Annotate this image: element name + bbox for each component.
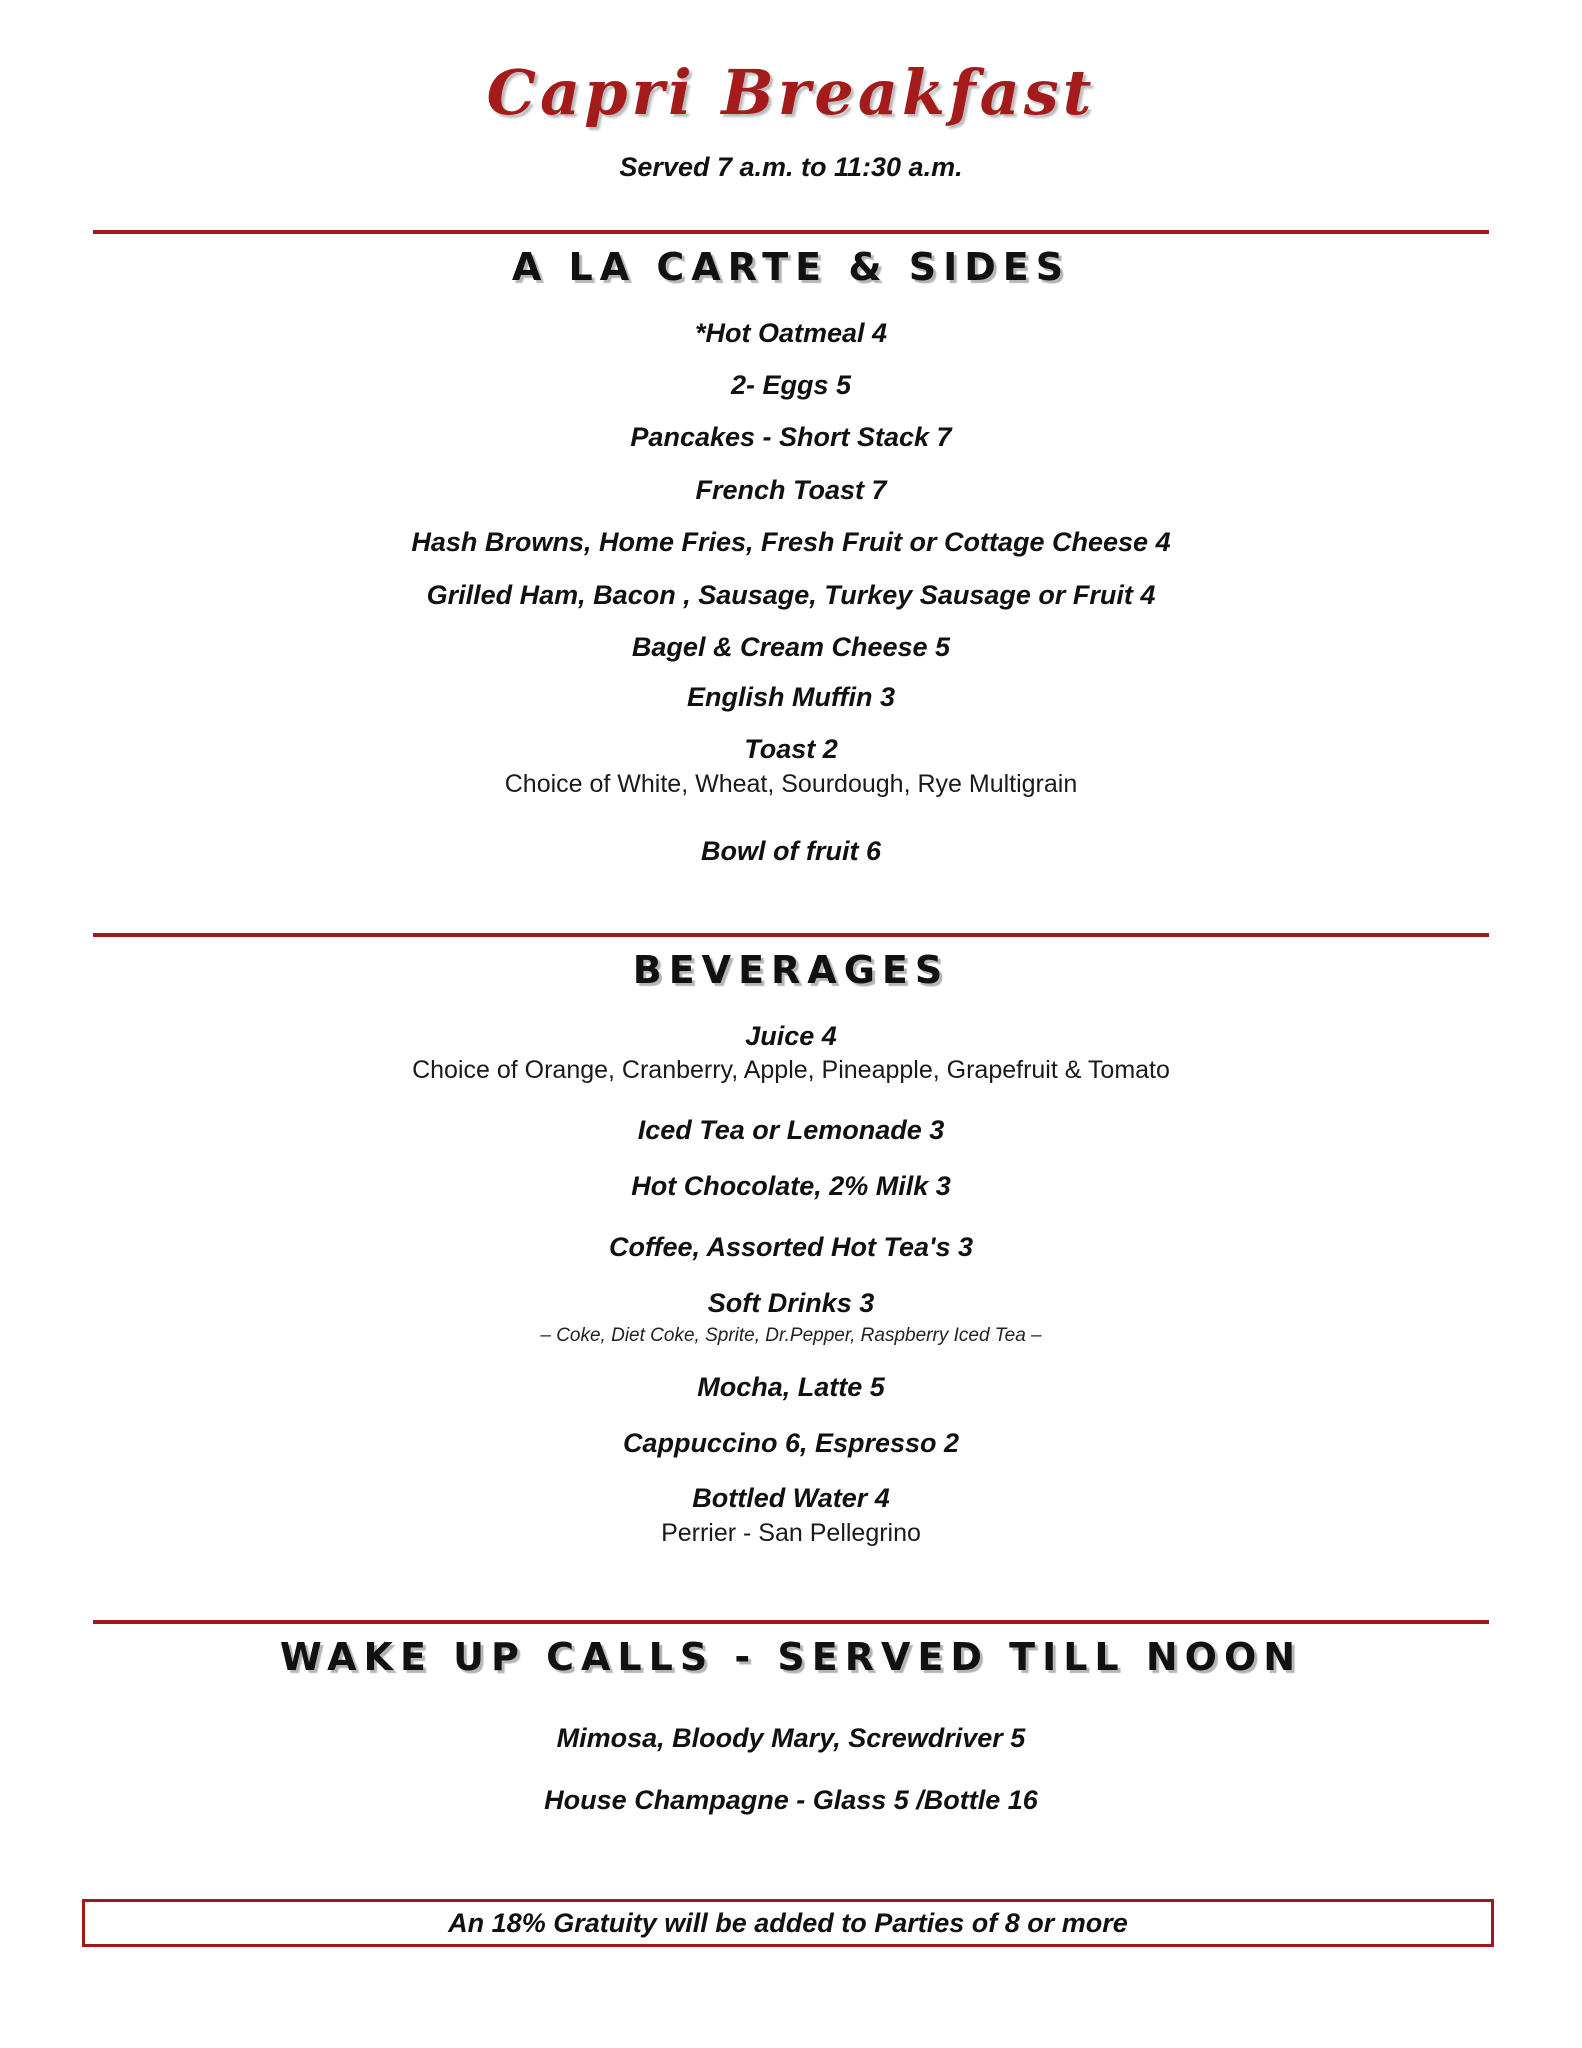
menu-item: 2- Eggs 5 bbox=[730, 370, 852, 400]
serving-hours: Served 7 a.m. to 11:30 a.m. bbox=[619, 152, 963, 182]
menu-title: Capri Breakfast bbox=[486, 56, 1096, 129]
menu-item: Cappuccino 6, Espresso 2 bbox=[622, 1428, 960, 1458]
menu-item: Hot Chocolate, 2% Milk 3 bbox=[631, 1171, 951, 1201]
menu-item: Bagel & Cream Cheese 5 bbox=[631, 632, 951, 662]
section-heading-a-la-carte: A LA CARTE & SIDES bbox=[511, 245, 1071, 289]
menu-item: Hash Browns, Home Fries, Fresh Fruit or Cottage Cheese 4 bbox=[411, 527, 1171, 557]
menu-item: English Muffin 3 bbox=[687, 682, 895, 712]
menu-item: French Toast 7 bbox=[695, 475, 887, 505]
menu-item-description: Choice of Orange, Cranberry, Apple, Pineapple, Grapefruit & Tomato bbox=[412, 1056, 1170, 1084]
menu-item: Iced Tea or Lemonade 3 bbox=[637, 1115, 945, 1145]
menu-item-description: Perrier - San Pellegrino bbox=[661, 1519, 921, 1547]
section-divider bbox=[93, 1620, 1489, 1624]
menu-item: Mimosa, Bloody Mary, Screwdriver 5 bbox=[556, 1723, 1026, 1753]
menu-item: Pancakes - Short Stack 7 bbox=[630, 422, 952, 452]
menu-item: Bowl of fruit 6 bbox=[701, 836, 881, 866]
menu-item: Bottled Water 4 bbox=[692, 1483, 890, 1513]
menu-item: *Hot Oatmeal 4 bbox=[694, 318, 888, 348]
menu-item: Juice 4 bbox=[745, 1021, 837, 1051]
section-divider bbox=[93, 933, 1489, 937]
menu-item: Grilled Ham, Bacon , Sausage, Turkey Sausage or Fruit 4 bbox=[426, 580, 1156, 610]
menu-item: House Champagne - Glass 5 /Bottle 16 bbox=[544, 1785, 1038, 1815]
menu-item: Soft Drinks 3 bbox=[707, 1288, 875, 1318]
gratuity-notice: An 18% Gratuity will be added to Parties of 8 or more bbox=[448, 1908, 1128, 1938]
menu-item-note: – Coke, Diet Coke, Sprite, Dr.Pepper, Raspberry Iced Tea – bbox=[540, 1325, 1042, 1346]
gratuity-notice-box bbox=[82, 1899, 1494, 1947]
menu-item: Mocha, Latte 5 bbox=[697, 1372, 885, 1402]
section-heading-wake-up-calls: WAKE UP CALLS - SERVED TILL NOON bbox=[279, 1635, 1303, 1679]
menu-item-description: Choice of White, Wheat, Sourdough, Rye Multigrain bbox=[504, 770, 1078, 798]
menu-item: Toast 2 bbox=[744, 734, 838, 764]
section-heading-beverages: BEVERAGES bbox=[632, 948, 950, 992]
section-divider bbox=[93, 230, 1489, 234]
menu-item: Coffee, Assorted Hot Tea's 3 bbox=[608, 1232, 973, 1262]
